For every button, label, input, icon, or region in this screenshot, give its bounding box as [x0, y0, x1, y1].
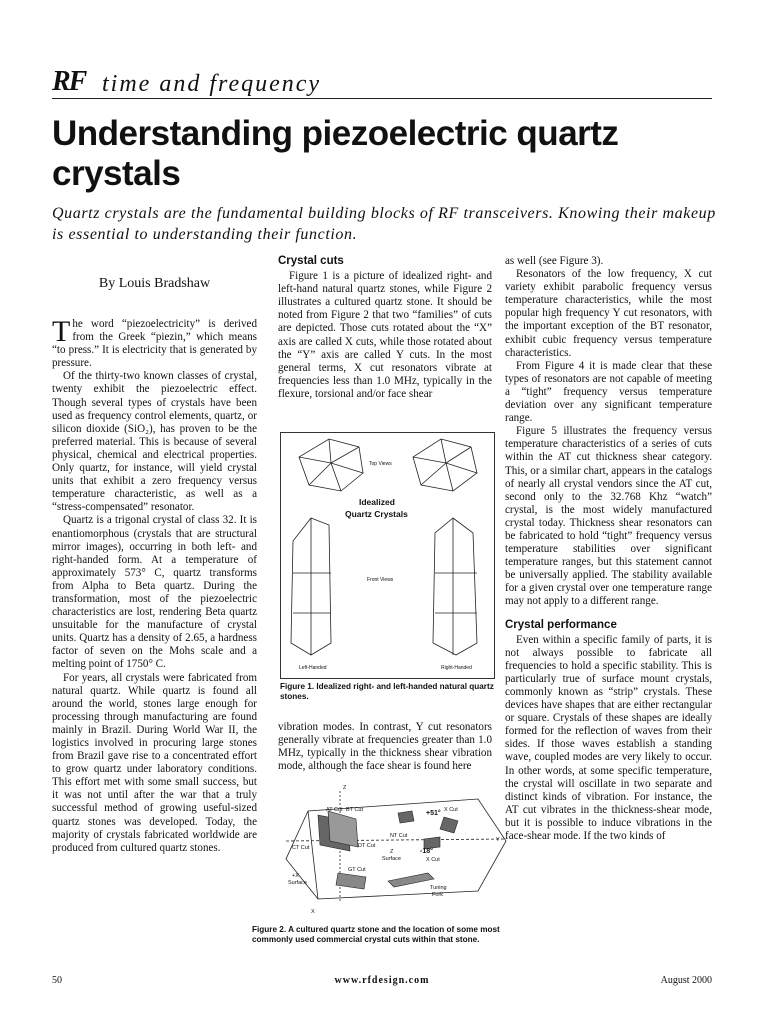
- figure-2: [278, 781, 510, 921]
- column-1: [52, 315, 257, 855]
- front-views-label: Front Views: [367, 577, 394, 583]
- top-views-label: Top Views: [369, 461, 392, 467]
- x-cut-top-label: X Cut: [444, 807, 458, 813]
- paragraph: Of the thirty-two known classes of crystal, twenty exhibit the piezoelectric effect. Though several types of crystals have been used as frequency control elements, quartz, or silicon dioxide (SiO₂), has proven to be the preferred material. This is because of several physical, chemical and electrical properties. Only quartz, for instance, will yield crystal units that exhibit a zero frequency versus temperature characteristic, as well as a “stress-compensated” resonator.: [52, 370, 257, 514]
- figure-1-title-line2: Quartz Crystals: [345, 509, 408, 519]
- plus-51-label: +51°: [426, 810, 441, 817]
- section-heading: Crystal cuts: [278, 255, 344, 267]
- paragraph: [52, 315, 257, 370]
- quartz-crystals-illustration: [281, 433, 494, 678]
- paragraph: Figure 5 illustrates the frequency versus temperature characteristics of a series of cuts within the AT cut thickness shear category. This, or a similar chart, appears in the catalogs of nearly all crystal vendors since the AT cut, second only to the 32.768 Khz “watch” crystal, is the most widely manufactured crystal today. Thickness shear resonators can be fabricated to hold “tight” frequency versus temperature stabilities over significant temperature ranges, but this statement cannot be universally applied. The stability available for a given crystal over one temperature range may not apply to a different range.: [505, 425, 713, 608]
- masthead: [52, 68, 712, 99]
- left-handed-label: Left-Handed: [299, 665, 327, 671]
- paragraph: Quartz is a trigonal crystal of class 32. It is enantiomorphous (crystals that are structural mirror images), occurring in both left- and right-handed form. At a temperature of approximately 573° C, quartz transforms from Alpha to Beta quartz. During the transformation, most of the piezoelectric characteristics are lost, rendering Beta quartz unsuitable for the manufacture of crystal units. Quartz has a density of 2.65, a hardness factor of seven on the Mohs scale and a melting point of 1750° C.: [52, 514, 257, 671]
- website-url: www.rfdesign.com: [334, 975, 430, 986]
- minus-18-label: -18°: [420, 848, 433, 855]
- article-deck: Quartz crystals are the fundamental building blocks of RF transceivers. Knowing their makeup is essential to understanding their function.: [52, 205, 716, 243]
- x-axis-label: X: [311, 909, 315, 915]
- gt-cut-label: GT Cut: [348, 867, 366, 873]
- z-surface-label: Z: [390, 849, 394, 855]
- y-axis-label: Y: [496, 837, 500, 843]
- column-2-continued: [278, 721, 492, 773]
- tuning-label: Tuning: [430, 885, 447, 891]
- right-handed-label: Right-Handed: [441, 665, 472, 671]
- dt-cut-label: DT Cut: [358, 843, 376, 849]
- x-cut-label: X Cut: [426, 857, 440, 863]
- cultured-quartz-stone-illustration: [278, 781, 510, 921]
- section-heading: Crystal performance: [505, 618, 617, 631]
- paragraph: From Figure 4 it is made clear that these types of resonators are not capable of meeting a “tight” frequency versus temperature deviation over any significant temperature range.: [505, 359, 712, 425]
- figure-1: [280, 432, 495, 679]
- fork-label: Fork: [432, 892, 443, 898]
- byline: By Louis Bradshaw: [98, 276, 211, 291]
- surface-label: Surface: [382, 856, 401, 862]
- paragraph: as well (see Figure 3).: [505, 255, 604, 267]
- paragraph: Figure 1 is a picture of idealized right- and left-hand natural quartz stones, while Figure 2 illustrates a cultured quartz stone. It should be noted from Figure 2 that two “families” of cuts are depicted. Those cuts rotated about the “X” axis are called X cuts, while those rotated about the “Y” axis are called Y cuts. In the most general terms, X cut resonators vibrate at frequencies less than 1.0 MHz, typically in the flexure, torsional and/or face shear: [278, 270, 492, 400]
- paragraph: vibration modes. In contrast, Y cut resonators generally vibrate at frequencies greater than 1.0 MHz, typically in the thickness shear vibration mode, although the face shear is found here: [278, 721, 492, 773]
- paragraph: Even within a specific family of parts, it is not always possible to fabricate all frequencies to hold a specific stability. This is particularly true of surface mount crystals, commonly known as “strip” crystals. These devices have shapes that are either rectangular or square. Crystals of these shapes are ideally formed for the reflection of waves from their sides. If those waves establish a standing wave, coupled modes are very likely to occur. In other words, at some specific temperature, the crystal will oscillate in two separate and distinct kinds of vibration. For instance, the AT cut vibrates in the thickness-shear mode, but it is possible to induce vibrations in the face-shear mode. If the two kinds of: [505, 633, 712, 843]
- ct-cut-label: CT Cut: [292, 845, 310, 851]
- z-axis-label: Z: [343, 785, 347, 791]
- section-title: time and frequency: [102, 71, 322, 97]
- at-cut-label: AT Cut: [326, 807, 343, 813]
- nt-cut-label: NT Cut: [390, 833, 408, 839]
- paragraph: For years, all crystals were fabricated from natural quartz. While quartz is found all around the world, stones large enough for processing through manufacturing are found mainly in Brazil. During World War II, the logistics involved in procuring large stones from Brazil gave rise to a concentrated effort to grow quartz under laboratory conditions. This effort met with some small success, but it was not until after the war that a truly successful method of growing useful-sized quartz stones was developed. Today, the majority of crystals fabricated worldwide are produced from cultured quartz stones.: [52, 671, 257, 854]
- plus-x-label: +X: [292, 873, 299, 879]
- paragraph: Resonators of the low frequency, X cut variety exhibit parabolic frequency versus temperature characteristics, while the most popular high frequency Y cut resonators, with the important exception of the BT resonator, exhibit cubic frequency versus temperature characteristics.: [505, 268, 712, 359]
- article-title: Understanding piezoelectric quartz crystals: [52, 114, 619, 193]
- column-3: [505, 255, 712, 843]
- issue-date: August 2000: [660, 975, 712, 986]
- figure-1-title-line1: Idealized: [359, 497, 395, 507]
- column-2: [278, 255, 492, 401]
- bt-cut-label: BT Cut: [346, 807, 364, 813]
- plus-x-surface-label: Surface: [288, 880, 307, 886]
- page-number: 50: [52, 975, 62, 986]
- drop-cap: T: [52, 315, 71, 348]
- paragraph-text: he word “piezoelectricity” is derived from the Greek “piezin,” which means “to press.” It is electricity that is generated by pressure.: [52, 318, 257, 370]
- rf-logo: RF: [52, 66, 86, 97]
- figure-2-caption: Figure 2. A cultured quartz stone and the location of some most commonly used commercial crystal cuts within that stone.: [252, 925, 500, 944]
- figure-1-caption: Figure 1. Idealized right- and left-handed natural quartz stones.: [280, 682, 494, 701]
